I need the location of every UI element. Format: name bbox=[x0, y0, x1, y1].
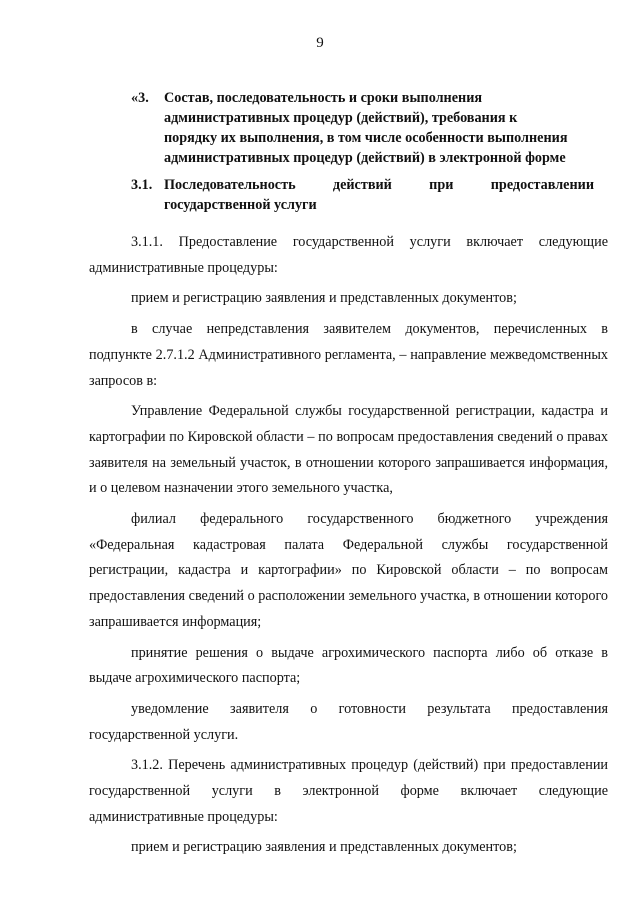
page-number: 9 bbox=[316, 35, 324, 51]
paragraph: Управление Федеральной службы государственной регистрации, кадастра и картографии по Кировской области – по вопросам предоставления сведений о правах заявителя на земельный участок, в отношении которого запрашивается информация, и о целевом назначении этого земельного участка, bbox=[89, 403, 608, 497]
paragraph: уведомление заявителя о готовности результата предоставления государственной услуги. bbox=[89, 700, 608, 743]
paragraph: 3.1.2. Перечень административных процедур (действий) при предоставлении государственной услуги в электронной форме включает следующие административные процедуры: bbox=[89, 757, 608, 825]
section-3-heading bbox=[131, 88, 571, 168]
section-3-1-title-line1: Последовательность действий при предоставлении bbox=[164, 177, 594, 193]
section-3-1-title-line2: государственной услуги bbox=[164, 197, 317, 213]
paragraph: филиал федерального государственного бюджетного учреждения «Федеральная кадастровая палата Федеральной службы государственной регистрации, кадастра и картографии» по Кировской области – по вопросам предоставления сведений о расположении земельного участка, в отношении которого запрашивается информация; bbox=[89, 511, 608, 630]
section-3-number: «3. bbox=[131, 90, 149, 106]
document-body bbox=[89, 230, 608, 866]
section-3-title: Состав, последовательность и сроки выполнения административных процедур (действий), требования к порядку их выполнения, в том числе особенности выполнения административных процедур (действий) в электронной форме bbox=[164, 90, 568, 166]
paragraph: в случае непредставления заявителем документов, перечисленных в подпункте 2.7.1.2 Административного регламента, – направление межведомственных запросов в: bbox=[89, 321, 608, 389]
paragraph: 3.1.1. Предоставление государственной услуги включает следующие административные процедуры: bbox=[89, 234, 608, 276]
paragraph: прием и регистрацию заявления и представленных документов; bbox=[131, 839, 517, 856]
paragraph: прием и регистрацию заявления и представленных документов; bbox=[131, 290, 517, 307]
paragraph: принятие решения о выдаче агрохимического паспорта либо об отказе в выдаче агрохимического паспорта; bbox=[89, 644, 608, 687]
section-3-1-number: 3.1. bbox=[131, 177, 153, 193]
section-3-1-heading bbox=[131, 175, 594, 215]
